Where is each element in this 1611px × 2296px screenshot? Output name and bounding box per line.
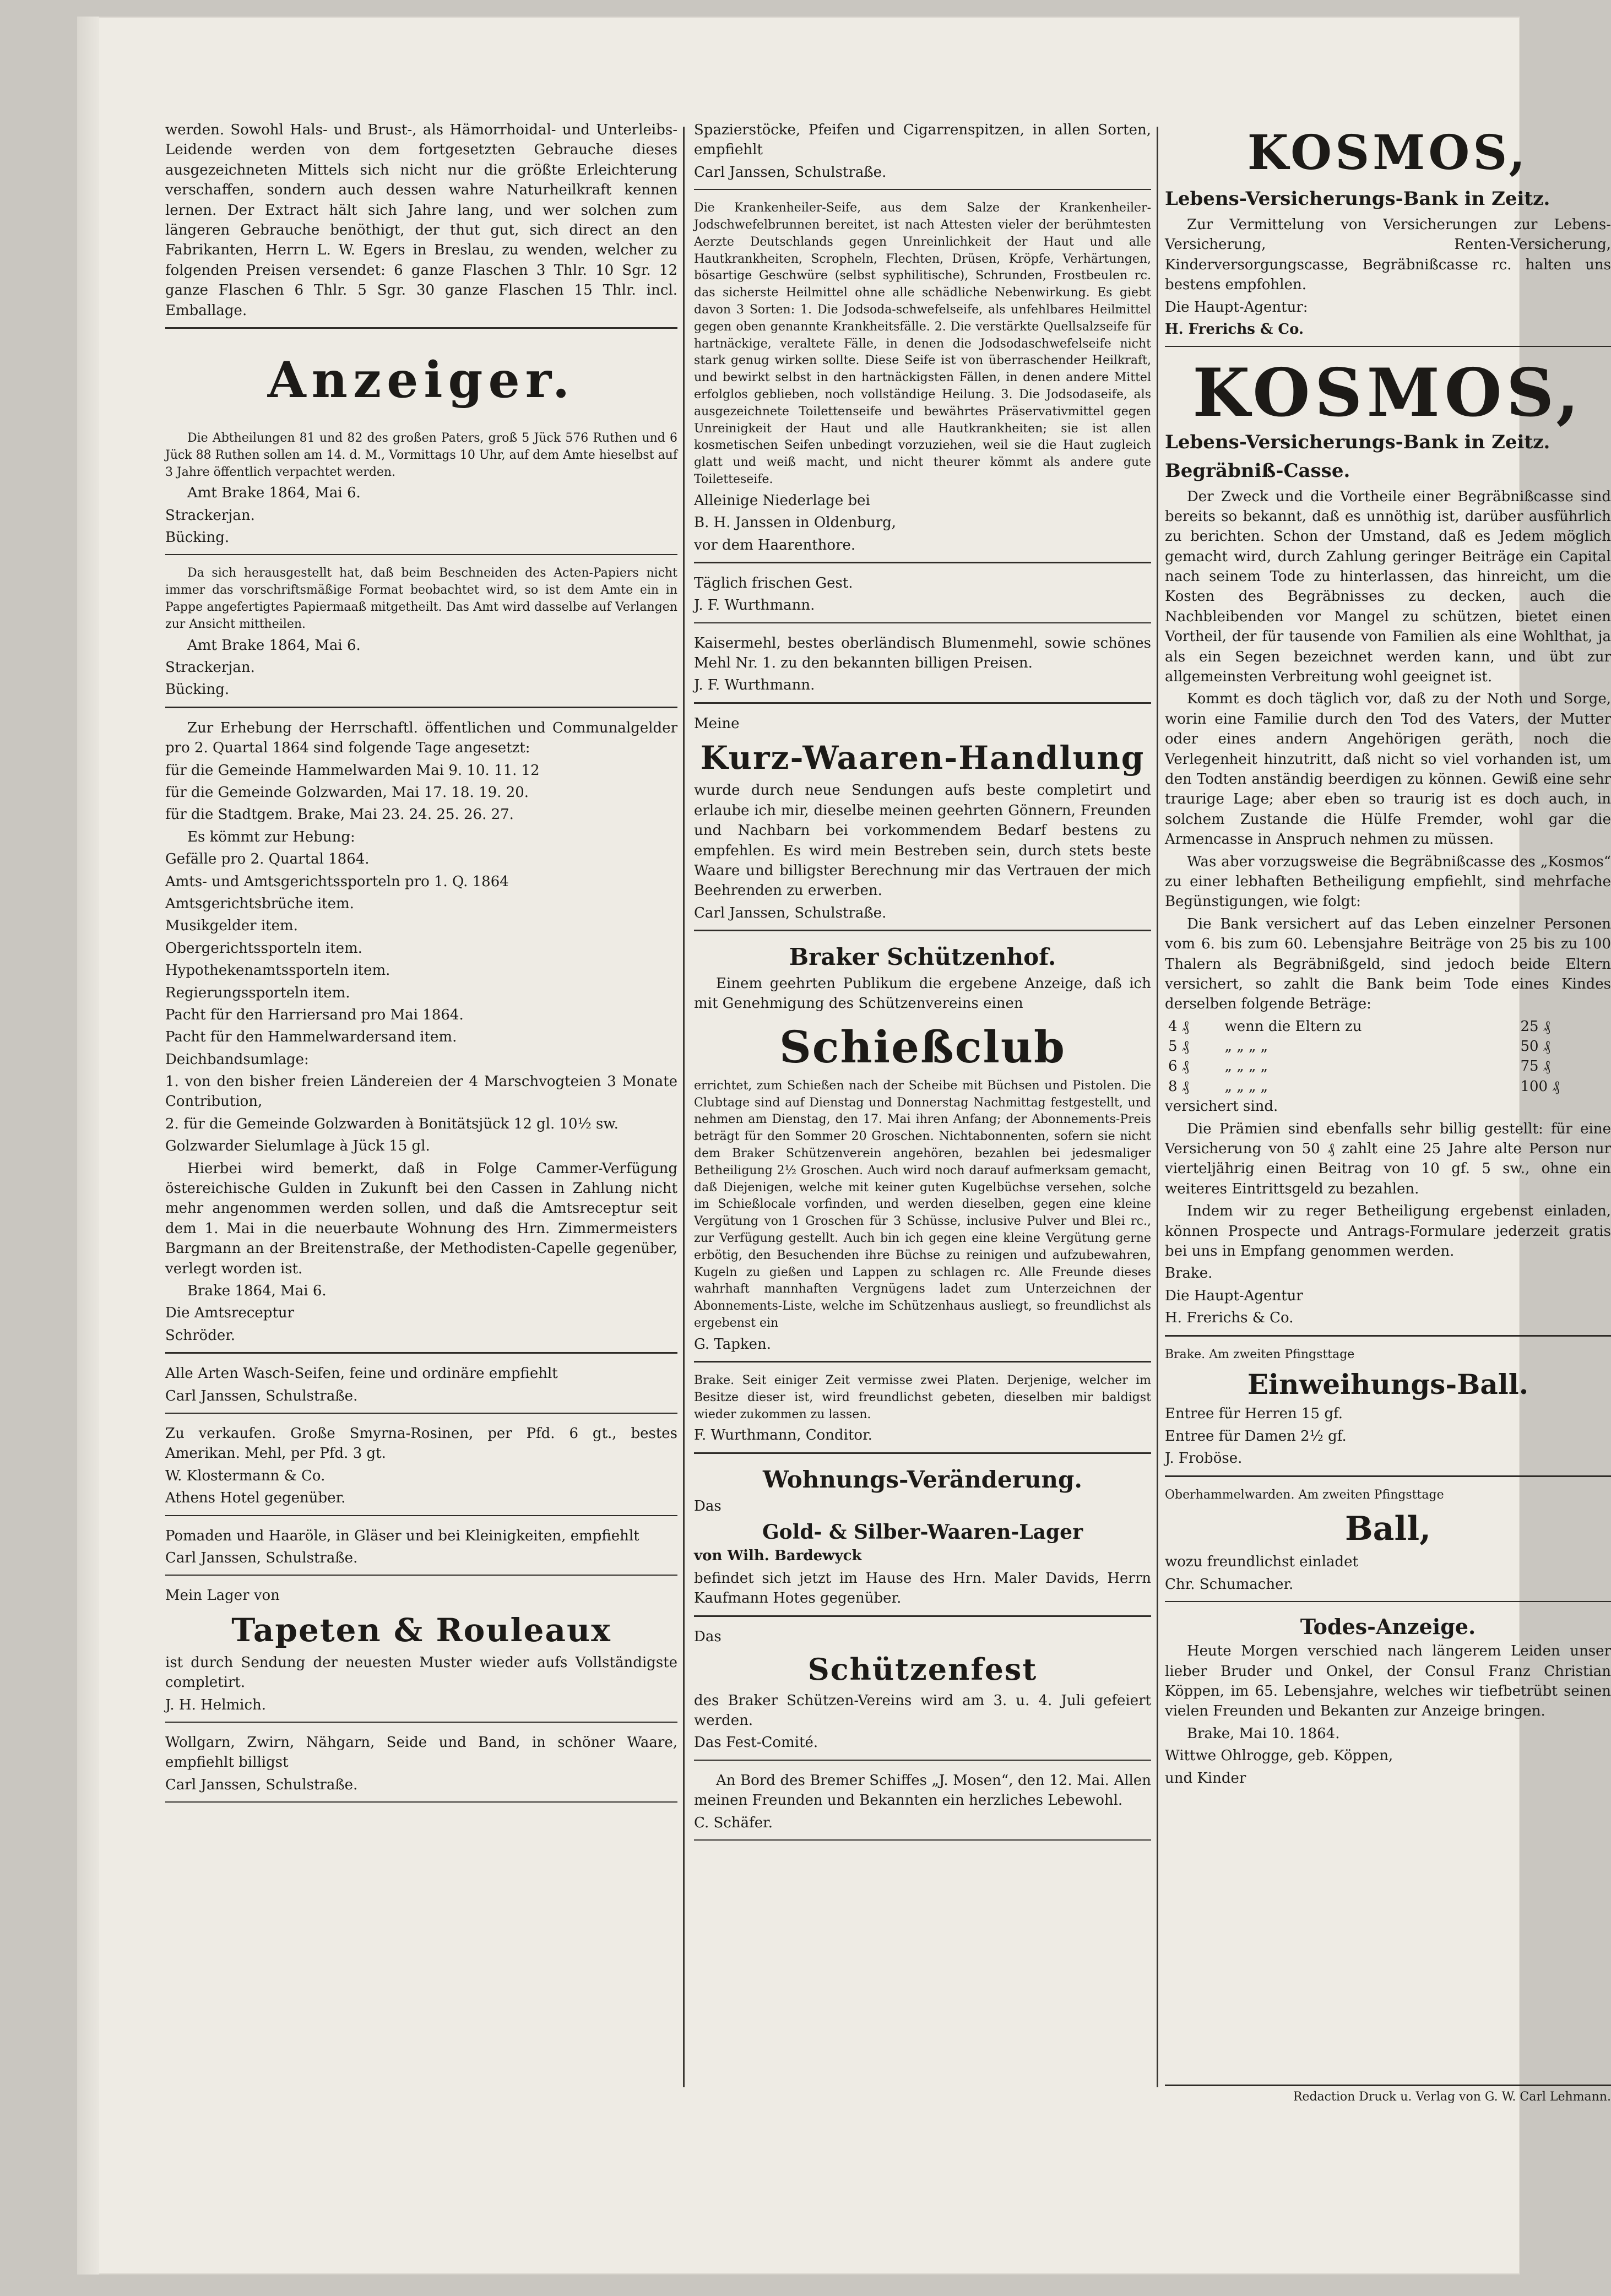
table-cell: 5 ₰ [1168,1038,1189,1055]
ad-text: des Braker Schützen-Vereins wird am 3. u. 4. Juli gefeiert werden. [694,1692,1151,1729]
ad-text: Die Bank versichert auf das Leben einzelner Personen vom 6. bis zum 60. Lebensjahre Beiträge von 25 bis zu 100 Thalern als Begräbnißgeld, sind jedoch beide Eltern versichert, so zahlt die Bank beim Tode eines Kindes derselben folgende Beträge: [1165,915,1611,1013]
ad-text: Die Krankenheiler-Seife, aus dem Salze der Krankenheiler-Jodschwefelbrunnen bereitet, ist nach Attesten vieler der berühmtesten Aerzte Deutschlands gegen Unreinlichkeit der Haut und alle Hautkrankheiten, Scropheln, Flechten, Drüsen, Kröpfe, Verhärtungen, bösartige Geschwüre (selbst syphilitische), Schrunden, Frostbeulen rc. das sicherste Heilmittel ohne alle schädliche Nebenwirkung. Es giebt davon 3 Sorten: 1. Die Jodsoda-schwefelseife, als unfehlbares Heilmittel gegen oben genannte Krankheitsfälle. 2. Die verstärkte Quellsalzseife für hartnäckige, veraltete Fälle, in denen die Jodsodaschwefelseife nicht stark genug wirken sollte. Diese Seife ist von überraschender Heilkraft, und bewirkt selbst in den hartnäckigsten Fällen, in denen andere Mittel erfolglos geblieben, noch vollständige Heilung. 3. Die Jodsodaseife, als ausgezeichnete Toilettenseife und bewährtes Präservativmittel gegen Unreinigkeit der Haut und alle Hautkrankheiten; sie ist allen kosmetischen Seifen unbedingt vorzuziehen, weil sie die Haut zugleich glatt und weiß macht, und nicht theurer kömmt als andere gute Toiletteseife. [694,201,1151,486]
ad-schuetzenfest [694,1622,1151,1761]
ad-signature: Schröder. [165,1327,236,1344]
table-cell: „ „ „ „ [1224,1038,1268,1055]
ad-text: Indem wir zu reger Betheiligung ergebenst einladen, können Prospecte und Antrags-Formulare jederzeit gratis bei uns in Empfang genommen werden. [1165,1203,1611,1260]
ad-text: Das [694,1628,722,1645]
ad-text: Zu verkaufen. Große Smyrna-Rosinen, per Pfd. 6 gt., bestes Amerikan. Mehl, per Pfd. 3 gt. [165,1425,677,1462]
ad-text: Spazierstöcke, Pfeifen und Cigarrenspitzen, in allen Sorten, empfiehlt [694,122,1151,159]
ad-text: Zur Erhebung der Herrschaftl. öffentlichen und Communalgelder pro 2. Quartal 1864 sind folgende Tage angesetzt: [165,719,677,757]
hebung-list [165,761,677,1157]
ad-signature: F. Wurthmann, Conditor. [694,1427,872,1444]
table-cell: wenn die Eltern zu [1224,1018,1362,1035]
ad-signature: Wittwe Ohlrogge, geb. Köppen, [1165,1747,1393,1765]
ad-text: ist durch Sendung der neuesten Muster wieder aufs Vollständigste completirt. [165,1654,677,1691]
ad-title: Ball, [1344,1510,1431,1549]
ad-lebewohl [694,1766,1151,1841]
table-cell: 50 ₰ [1520,1038,1550,1055]
ad-pacht-notice [165,426,677,556]
ad-signature: J. H. Helmich. [165,1696,267,1713]
ad-text: Pomaden und Haaröle, in Gläser und bei Kleinigkeiten, empfiehlt [165,1527,639,1544]
ad-signature: vor dem Haarenthore. [694,536,856,553]
table-cell: „ „ „ „ [1224,1078,1268,1095]
list-item: Deichbandsumlage: [165,1051,309,1068]
table-cell: „ „ „ „ [1224,1058,1268,1075]
ad-text: wozu freundlichst einladet [1165,1554,1358,1571]
ad-vermisst [694,1368,1151,1454]
ad-text: An Bord des Bremer Schiffes „J. Mosen“, den 12. Mai. Allen meinen Freunden und Bekannten ein herzliches Lebewohl. [694,1772,1151,1809]
ad-signature: Chr. Schumacher. [1165,1576,1294,1593]
list-item: Regierungssporteln item. [165,984,350,1001]
ad-signature: W. Klostermann & Co. [165,1467,326,1484]
column-divider [1157,127,1158,2087]
ad-kurz-waaren [694,709,1151,931]
table-row [1165,1056,1611,1076]
ad-text: Da sich herausgestellt hat, daß beim Beschneiden des Acten-Papiers nicht immer das vorschriftsmäßige Format beobachtet wird, so ist dem Amte ein in Pappe angefertigtes Papiermaaß mitgetheilt. Das Amt wird dasselbe auf Verlangen zur Ansicht mittheilen. [165,566,677,631]
ad-signature: Alleinige Niederlage bei [694,492,870,509]
newspaper-page [77,17,1611,2275]
ad-text: befindet sich jetzt im Hause des Hrn. Maler Davids, Herrn Kaufmann Hotes gegenüber. [694,1570,1151,1607]
ad-todes-anzeige [1165,1608,1611,1795]
ad-title: Schützenfest [807,1652,1038,1687]
ad-signature: Strackerjan. [165,659,255,676]
ad-signature: Das Fest-Comité. [694,1734,818,1751]
ad-wohnungs-veraenderung [694,1459,1151,1617]
ad-text: Mein Lager von [165,1587,280,1604]
ad-title: Braker Schützenhof. [789,943,1056,971]
ad-place-date: Amt Brake 1864, Mai 6. [187,485,361,502]
ad-gest [694,569,1151,623]
table-row [1165,1017,1611,1036]
ad-kaisermehl [694,629,1151,704]
column-middle [694,116,1151,2065]
ad-text: Alle Arten Wasch-Seifen, feine und ordinäre empfiehlt [165,1365,558,1382]
ad-text: Kaisermehl, bestes oberländisch Blumenmehl, sowie schönes Mehl Nr. 1. zu den bekannten billigen Preisen. [694,634,1151,672]
ad-text: von Wilh. Bardewyck [694,1548,862,1565]
ad-text: Brake. Seit einiger Zeit vermisse zwei Platen. Derjenige, welcher im Besitze dieser ist, wird freundlichst gebeten, dieselben mir baldigst wieder zukommen zu lassen. [694,1374,1151,1421]
ad-place-date: Brake 1864, Mai 6. [187,1282,327,1299]
ad-kosmos-1 [1165,116,1611,347]
ad-hebung-notice [165,714,677,1354]
ad-title: Wohnungs-Veränderung. [763,1465,1082,1493]
list-item: Es kömmt zur Hebung: [187,828,355,845]
ad-text: Hierbei wird bemerkt, daß in Folge Cammer-Verfügung östereichische Gulden in Zukunft bei den Cassen in Zahlung nicht mehr angenommen werden sollen, und daß die Amtsreceptur seit dem 1. Mai in die neuerbaute Wohnung des Hrn. Zimmermeisters Bargmann an der Breitenstraße, der Methodisten-Capelle gegenüber, verlegt worden ist. [165,1160,677,1277]
ad-tapeten [165,1581,677,1723]
list-item: Amtsgerichtsbrüche item. [165,895,354,912]
ad-subtitle: Lebens-Versicherungs-Bank in Zeitz. [1165,431,1550,454]
ad-signature: J. F. Wurthmann. [694,597,815,614]
ad-subtitle: Begräbniß-Casse. [1165,459,1350,482]
ad-text: Oberhammelwarden. Am zweiten Pfingsttage [1165,1488,1444,1502]
ad-text: Zur Vermittelung von Versicherungen zur Lebens-Versicherung, Renten-Versicherung, Kinderversorgungscasse, Begräbnißcasse rc. halten uns bestens empfohlen. [1165,216,1611,294]
table-row [1165,1036,1611,1056]
ad-signature: Die Haupt-Agentur: [1165,298,1308,316]
ad-signature: Strackerjan. [165,507,255,524]
ad-text: werden. Sowohl Hals- und Brust-, als Hämorrhoidal- und Unterleibs-Leidende werden von dem fortgesetzten Gebrauche dieses ausgezeichneten Mittels sich nicht nur die größte Erleichterung verschaffen, sondern auch dessen wahre Naturheilkraft kennen lernen. Der Extract hält sich Jahre lang, und wer solchen zum längeren Gebrauche benöthigt, der thut gut, sich direct an den Fabrikanten, Herrn L. W. Egers in Breslau, zu wenden, welcher zu folgenden Preisen versendet: 6 ganze Flaschen 3 Thlr. 10 Sgr. 12 ganze Flaschen 6 Thlr. 5 Sgr. 30 ganze Flaschen 15 Thlr. incl. Emballage. [165,122,677,319]
list-item: für die Gemeinde Hammelwarden Mai 9. 10. 11. 12 [165,762,540,779]
ad-papier-notice [165,561,677,708]
list-item: Obergerichtssporteln item. [165,940,362,957]
table-cell: 25 ₰ [1520,1018,1550,1035]
list-item: für die Stadtgem. Brake, Mai 23. 24. 25. 26. 27. [165,806,514,823]
ad-spazierstoecke [694,116,1151,190]
list-item: Pacht für den Harriersand pro Mai 1864. [165,1006,464,1023]
list-item: Musikgelder item. [165,918,298,935]
ad-signature: Athens Hotel gegenüber. [165,1490,346,1507]
ad-text: Der Zweck und die Vortheile einer Begräbnißcasse sind bereits so bekannt, daß es unnöthig ist, darüber ausführlich zu berichten. Schon der Umstand, daß es Jedem möglich gemacht wird, durch Zahlung geringer Beiträge ein Capital nach seinem Tode zu hinterlassen, das hinreicht, um die Kosten des Begräbnisses zu decken, auch die Nachbleibenden vor Mangel zu schützen, bietet einen Vortheil, der für tausende von Familien als eine Wohlthat, ja als ein Segen bezeichnet werden kann, und übt zur allgemeinsten Verbreitung wohl geeignet ist. [1165,488,1611,686]
ad-signature: G. Tapken. [694,1336,771,1353]
ad-text: Einem geehrten Publikum die ergebene Anzeige, daß ich mit Genehmigung des Schützenvereins einen [694,975,1151,1012]
ad-signature: Bücking. [165,529,230,546]
ad-place-date: Amt Brake 1864, Mai 6. [187,637,361,654]
ad-ball [1165,1483,1611,1603]
ad-place-date: Brake, Mai 10. 1864. [1187,1725,1340,1742]
list-item: für die Gemeinde Golzwarden, Mai 17. 18. 19. 20. [165,784,529,801]
ad-title: Todes-Anzeige. [1300,1614,1476,1640]
table-row [1165,1077,1611,1097]
ad-schuetzenhof [694,937,1151,1363]
premium-table [1165,1017,1611,1097]
table-cell: 6 ₰ [1168,1058,1189,1075]
ad-text: Das [694,1497,722,1515]
ad-einweihungs-ball [1165,1342,1611,1477]
ad-signature: Die Haupt-Agentur [1165,1287,1303,1304]
ad-signature: Carl Janssen, Schulstraße. [165,1387,358,1404]
ad-text: Kommt es doch täglich vor, daß zu der Noth und Sorge, worin eine Familie durch den Tod des Vaters, der Mutter oder eines andern Angehörigen geräth, noch die Verlegenheit hinzutritt, daß nicht so viel vorhanden ist, um den Todten anständig beerdigen zu können. Gewiß eine sehr traurige Lage; aber eben so traurig ist es doch auch, in solchem Zustande die Hülfe Fremder, wohl gar die Armencasse in Anspruch nehmen zu müssen. [1165,691,1611,848]
ad-place-date: Brake. [1165,1265,1213,1282]
ad-text: wurde durch neue Sendungen aufs beste completirt und erlaube ich mir, dieselbe meinen geehrten Gönnern, Freunden und Nachbarn bei vorkommendem Bedarf bestens zu empfehlen. Es wird mein Bestreben sein, durch stets beste Waare und billigster Berechnung mir das Vertrauen der mich Beehrenden zu erwerben. [694,782,1151,899]
ad-signature: H. Frerichs & Co. [1165,1310,1294,1327]
ad-pomaden [165,1522,677,1576]
list-item: 2. für die Gemeinde Golzwarden à Bonitätsjück 12 gl. 10½ sw. [165,1115,619,1132]
imprint-footer: Redaction Druck u. Verlag von G. W. Carl Lehmann. [1293,2090,1611,2104]
ad-signature: B. H. Janssen in Oldenburg, [694,514,897,531]
list-item: Gefälle pro 2. Quartal 1864. [165,851,370,868]
list-item: 1. von den bisher freien Ländereien der 4 Marschvogteien 3 Monate Contribution, [165,1073,677,1110]
ad-title: Kurz-Waaren-Handlung [700,739,1145,777]
ad-signature: und Kinder [1165,1770,1246,1787]
ad-text: Heute Morgen verschied nach längerem Leiden unser lieber Bruder und Onkel, der Consul Franz Christian Köppen, im 65. Lebensjahre, welches wir tiefbetrübt seinen vielen Freunden und Bekanten zur Anzeige bringen. [1165,1643,1611,1720]
ad-rosinen [165,1419,677,1516]
ad-wasch-seifen [165,1359,677,1414]
ad-krankenheiler-seife [694,196,1151,563]
ad-signature: Die Amtsreceptur [165,1305,295,1322]
ad-text: Die Prämien sind ebenfalls sehr billig gestellt: für eine Versicherung von 50 ₰ zahlt eine 25 Jahre alte Person nur vierteljährig einen Beitrag von 10 gf. 5 sw., ohne ein weiteres Eintrittsgeld zu bezahlen. [1165,1120,1611,1197]
page-edge [77,17,99,2275]
column-divider [683,127,685,2087]
ad-text: errichtet, zum Schießen nach der Scheibe mit Büchsen und Pistolen. Die Clubtage sind auf Dienstag und Donnerstag Nachmittag festgestellt, und nehmen am Dienstag, den 17. Mai ihren Anfang; der Abonnements-Preis beträgt für den Sommer 20 Groschen. Nichtabonnenten, sofern sie nicht dem Braker Schützenverein angehören, bezahlen bei jedesmaliger Betheiligung 2½ Groschen. Auch wird noch darauf aufmerksam gemacht, daß Diejenigen, welche mit keiner guten Kugelbüchse versehen, solche im Schießlocale vorfinden, und werden dieselben, gegen eine kleine Vergütung von 1 Groschen für 3 Schüsse, inclusive Pulver und Blei rc., zur Verfügung gestellt. Auch bin ich gegen eine kleine Vergütung gerne erbötig, den Besuchenden ihre Büchse zu reinigen und aufzubewahren, Kugeln zu gießen und Lappen zu schlagen rc. Alle Freunde dieses wahrhaft mannhaften Vergnügens ladet zum Unterzeichnen der Abonnements-Liste, welche im Schützenhaus ausliegt, so freundlichst als ergebenst ein [694,1078,1151,1330]
table-cell: 100 ₰ [1520,1078,1560,1095]
ad-signature: J. F. Wurthmann. [694,677,815,694]
ad-title: Einweihungs-Ball. [1247,1368,1529,1401]
ad-signature: Carl Janssen, Schulstraße. [694,164,887,181]
ad-title: KOSMOS, [1192,354,1583,432]
ad-text: Entree für Herren 15 gf. [1165,1405,1343,1423]
ad-title-large: Schießclub [779,1021,1066,1073]
list-item: Hypothekenamtssporteln item. [165,962,390,979]
ad-wollgarn [165,1728,677,1803]
ad-signature: C. Schäfer. [694,1814,773,1831]
ad-signature: H. Frerichs & Co. [1165,321,1304,338]
table-cell: 75 ₰ [1520,1058,1550,1075]
list-item: Amts- und Amtsgerichtssporteln pro 1. Q. 1864 [165,873,509,890]
list-item: Golzwarder Sielumlage à Jück 15 gl. [165,1138,430,1155]
table-cell: 4 ₰ [1168,1018,1189,1035]
footer-rule [1165,2085,1611,2086]
ad-text: Wollgarn, Zwirn, Nähgarn, Seide und Band, in schöner Waare, empfiehlt billigst [165,1734,677,1771]
ad-text: Brake. Am zweiten Pfingsttage [1165,1347,1355,1361]
ad-text: Entree für Damen 2½ gf. [1165,1427,1347,1445]
ad-signature: J. Froböse. [1165,1450,1243,1467]
ad-signature: Carl Janssen, Schulstraße. [165,1549,358,1566]
list-item: Pacht für den Hammelwardersand item. [165,1029,457,1046]
ad-egers-extract [165,116,677,329]
ad-text: versichert sind. [1165,1098,1278,1115]
section-heading-anzeiger: Anzeiger. [267,350,576,409]
ad-signature: Carl Janssen, Schulstraße. [694,904,887,921]
ad-text: Meine [694,715,740,732]
ad-signature: Bücking. [165,681,230,698]
ad-subtitle: Lebens-Versicherungs-Bank in Zeitz. [1165,188,1550,210]
table-cell: 8 ₰ [1168,1078,1189,1095]
ad-subtitle: Gold- & Silber-Waaren-Lager [762,1521,1083,1544]
ad-kosmos-2 [1165,352,1611,1336]
ad-text: Täglich frischen Gest. [694,574,853,591]
ad-title: KOSMOS, [1247,125,1529,181]
ad-title: Tapeten & Rouleaux [231,1611,611,1649]
ad-text: Was aber vorzugsweise die Begräbnißcasse des „Kosmos“ zu einer lebhaften Betheiligung empfiehlt, sind mehrfache Begünstigungen, wie folgt: [1165,853,1611,910]
ad-signature: Carl Janssen, Schulstraße. [165,1776,358,1793]
column-right [1165,116,1611,2065]
ad-text: Die Abtheilungen 81 und 82 des großen Paters, groß 5 Jück 576 Ruthen und 6 Jück 88 Ruthen sollen am 14. d. M., Vormittags 10 Uhr, auf dem Amte hieselbst auf 3 Jahre öffentlich verpachtet werden. [165,431,677,479]
column-left [165,116,677,2065]
